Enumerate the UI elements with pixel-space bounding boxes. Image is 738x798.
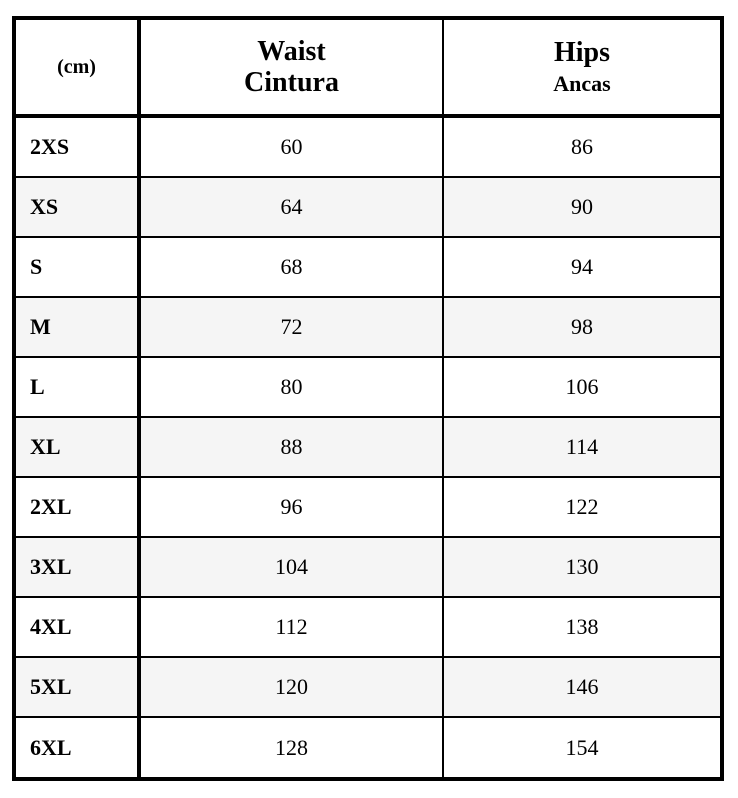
unit-label: (cm) xyxy=(57,55,96,78)
waist-cell: 128 xyxy=(141,718,444,778)
size-cell: L xyxy=(16,358,141,418)
hips-header-spanish: Ancas xyxy=(553,71,611,97)
hips-cell: 154 xyxy=(565,735,599,760)
size-cell: M xyxy=(16,298,141,358)
waist-header xyxy=(141,20,444,118)
hips-cell: 94 xyxy=(444,238,720,298)
waist-cell: 64 xyxy=(141,178,444,238)
hips-cell: 130 xyxy=(444,538,720,598)
hips-header-english: Hips xyxy=(553,37,611,68)
hips-cell: 86 xyxy=(444,118,720,178)
size-cell: 3XL xyxy=(16,538,141,598)
size-cell: 2XL xyxy=(16,478,141,538)
hips-cell: 138 xyxy=(444,598,720,658)
hips-cell: 90 xyxy=(444,178,720,238)
hips-cell: 98 xyxy=(444,298,720,358)
hips-cell: 122 xyxy=(444,478,720,538)
size-chart-table xyxy=(12,16,724,781)
size-cell: XL xyxy=(16,418,141,478)
hips-header xyxy=(444,20,720,118)
size-cell: S xyxy=(16,238,141,298)
waist-header-english: Waist xyxy=(257,35,326,67)
waist-cell: 96 xyxy=(141,478,444,538)
size-cell: XS xyxy=(16,178,141,238)
waist-cell: 104 xyxy=(141,538,444,598)
waist-cell: 120 xyxy=(141,658,444,718)
waist-cell: 68 xyxy=(141,238,444,298)
unit-header xyxy=(16,20,141,118)
size-cell: 5XL xyxy=(16,658,141,718)
waist-cell: 72 xyxy=(141,298,444,358)
size-cell: 6XL xyxy=(16,718,141,778)
waist-cell: 112 xyxy=(141,598,444,658)
waist-cell: 60 xyxy=(141,118,444,178)
hips-cell: 114 xyxy=(444,418,720,478)
waist-cell: 88 xyxy=(141,418,444,478)
size-cell: 2XS xyxy=(16,118,141,178)
hips-cell: 106 xyxy=(444,358,720,418)
waist-cell: 80 xyxy=(141,358,444,418)
size-cell: 4XL xyxy=(16,598,141,658)
hips-cell: 146 xyxy=(444,658,720,718)
waist-header-spanish: Cintura xyxy=(244,67,339,98)
